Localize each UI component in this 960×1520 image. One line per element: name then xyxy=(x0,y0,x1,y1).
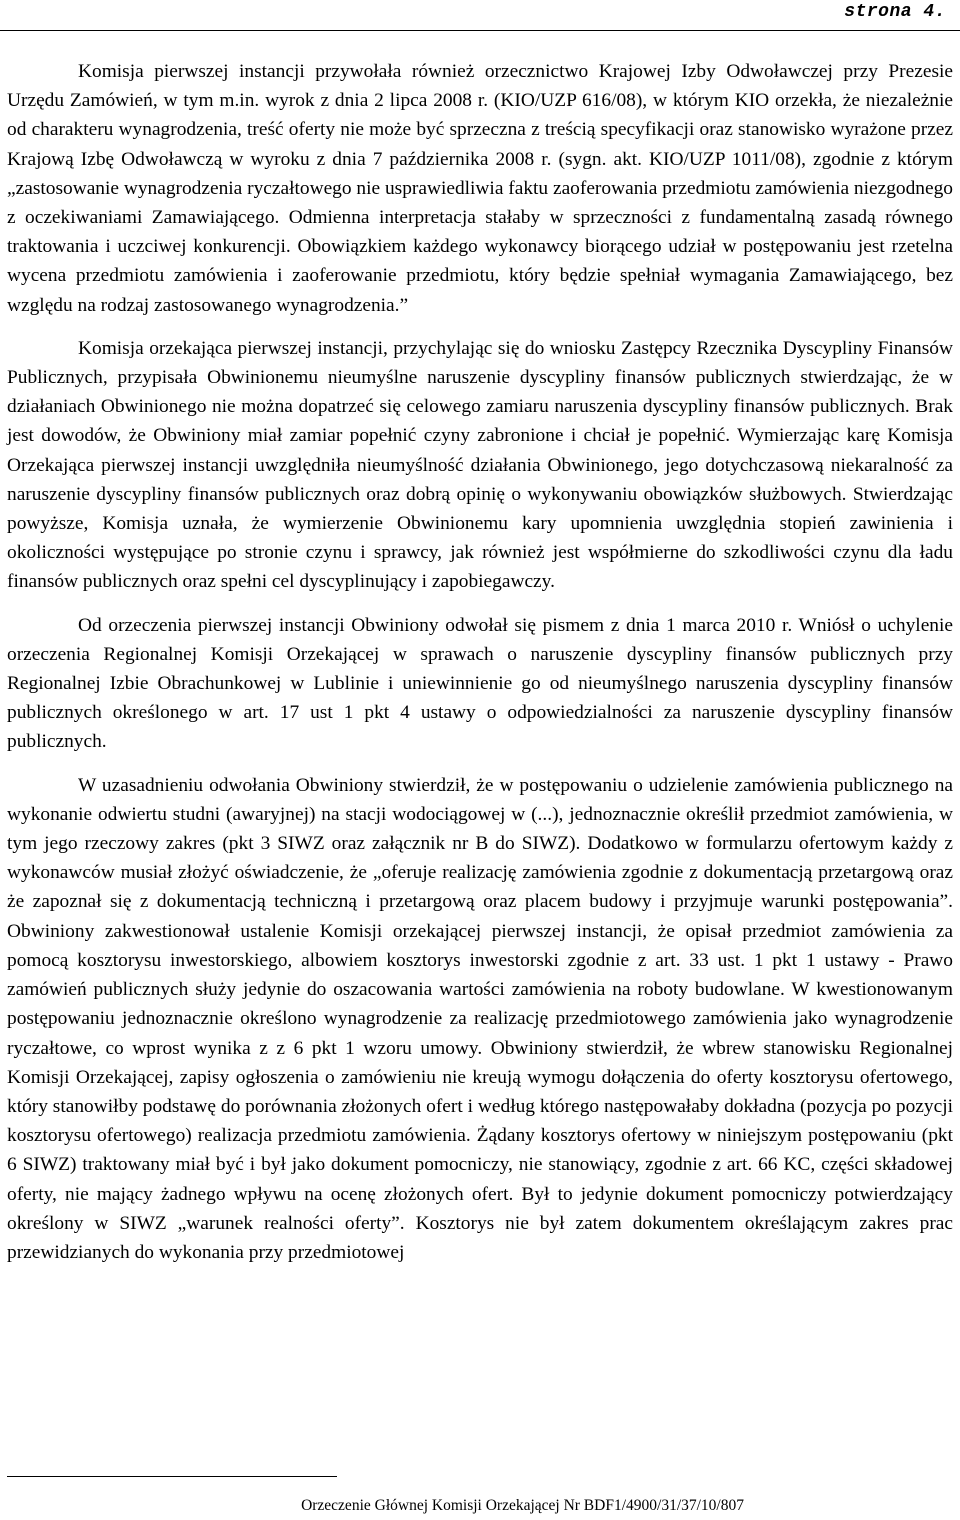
paragraph-4: W uzasadnieniu odwołania Obwiniony stwierdził, że w postępowaniu o udzielenie zamówienia publicznego na wykonanie odwiertu studni (awaryjnej) na stacji wodociągowej w (...), jednoznacznie określił przedmiot zamówienia, w tym jego rzeczowy zakres (pkt 3 SIWZ oraz załącznik nr B do SIWZ). Dodatkowo w formularzu ofertowym każdy z wykonawców musiał złożyć oświadczenie, że „oferuje realizację zamówienia zgodnie z dokumentacją przetargową oraz że zapoznał się z dokumentacją techniczną i przetargową oraz placem budowy i przyjmuje warunki postępowania”. Obwiniony zakwestionował ustalenie Komisji orzekającej pierwszej instancji, że opisał przedmiot zamówienia za pomocą kosztorysu inwestorskiego, albowiem kosztorys inwestorski zgodnie z art. 33 ust. 1 pkt 1 ustawy - Prawo zamówień publicznych służy jedynie do oszacowania wartości zamówienia na roboty budowlane. W kwestionowanym postępowaniu jednoznacznie określono wynagrodzenie za realizację przedmiotowego zamówienia jako wynagrodzenie ryczałtowe, co wprost wynika z z 6 pkt 1 wzoru umowy. Obwiniony stwierdził, że wbrew stanowisku Regionalnej Komisji Orzekającej, zapisy ogłoszenia o zamówieniu nie kreują wymogu dołączenia do oferty kosztorysu ofertowego, który stanowiłby podstawę do porównania złożonych ofert i według którego następowałaby dokładna (pozycja po pozycji kosztorysu ofertowego) realizacja przedmiotu zamówienia. Żądany kosztorys ofertowy w niniejszym postępowaniu (pkt 6 SIWZ) traktowany miał być i był jako dokument pomocniczy, nie stanowiący, zgodnie z art. 66 KC, części składowej oferty, nie mający żadnego wpływu na ocenę złożonych ofert. Był to jedynie dokument pomocniczy potwierdzający określony w SIWZ „warunek realności oferty”. Kosztorys nie był zatem dokumentem określającym zakres prac przewidzianych do wykonania przy przedmiotowej xyxy=(7,774,953,1263)
paragraph-1: Komisja pierwszej instancji przywołała również orzecznictwo Krajowej Izby Odwoławczej przy Prezesie Urzędu Zamówień, w tym m.in. wyrok z dnia 2 lipca 2008 r. (KIO/UZP 616/08), w którym KIO orzekła, że niezależnie od charakteru wynagrodzenia, treść oferty nie może być sprzeczna z treścią specyfikacji oraz stanowisko wyrażone przez Krajową Izbę Odwoławczą w wyroku z dnia 7 października 2008 r. (sygn. akt. KIO/UZP 1011/08), zgodnie z którym „zastosowanie wynagrodzenia ryczałtowego nie usprawiedliwia faktu zaoferowania przedmiotu zamówienia niezgodnego z oczekiwaniami Zamawiającego. Odmienna interpretacja stałaby w sprzeczności z fundamentalną zasadą równego traktowania i uczciwej konkurencji. Obowiązkiem każdego wykonawcy biorącego udział w postępowaniu jest rzetelna wycena przedmiotu zamówienia i zaoferowanie przedmiotu, który będzie spełniał wymagania Zamawiającego, bez względu na rodzaj zastosowanego wynagrodzenia.” xyxy=(7,61,953,316)
footer-rule xyxy=(7,1476,337,1477)
page-footer: Orzeczenie Głównej Komisji Orzekającej Nr BDF1/4900/31/37/10/807 xyxy=(301,1497,744,1514)
paragraph-2: Komisja orzekająca pierwszej instancji, przychylając się do wniosku Zastępcy Rzecznika Dyscypliny Finansów Publicznych, przypisała Obwinionemu nieumyślne naruszenie dyscypliny finansów publicznych stwierdzając, że w działaniach Obwinionego nie można dopatrzeć się celowego zamiaru naruszenia dyscypliny finansów publicznych. Brak jest dowodów, że Obwiniony miał zamiar popełnić czyny zabronione i chciał je popełnić. Wymierzając karę Komisja Orzekająca pierwszej instancji uwzględniła nieumyślność działania Obwinionego, jego dotychczasową niekaralność za naruszenie dyscypliny finansów publicznych oraz dobrą opinię o wykonywaniu obowiązków służbowych. Stwierdzając powyższe, Komisja uznała, że wymierzenie Obwinionemu kary upomnienia uwzględnia stopień zawinienia i okoliczności występujące po stronie czynu i sprawcy, jak również jest współmierne do szkodliwości czynu dla ładu finansów publicznych oraz spełni cel dyscyplinujący i zapobiegawczy. xyxy=(7,337,953,593)
page-number: strona 4. xyxy=(844,2,946,22)
paragraph-3: Od orzeczenia pierwszej instancji Obwiniony odwołał się pismem z dnia 1 marca 2010 r. Wniósł o uchylenie orzeczenia Regionalnej Komisji Orzekającej w sprawach o naruszenie dyscypliny finansów publicznych przy Regionalnej Izbie Obrachunkowej w Lublinie i uniewinnienie go od nieumyślnego naruszenia dyscypliny finansów publicznych określonego w art. 17 ust 1 pkt 4 ustawy o odpowiedzialności za naruszenie dyscypliny finansów publicznych. xyxy=(7,614,953,753)
header-rule xyxy=(0,30,960,31)
document-body xyxy=(7,57,953,1267)
